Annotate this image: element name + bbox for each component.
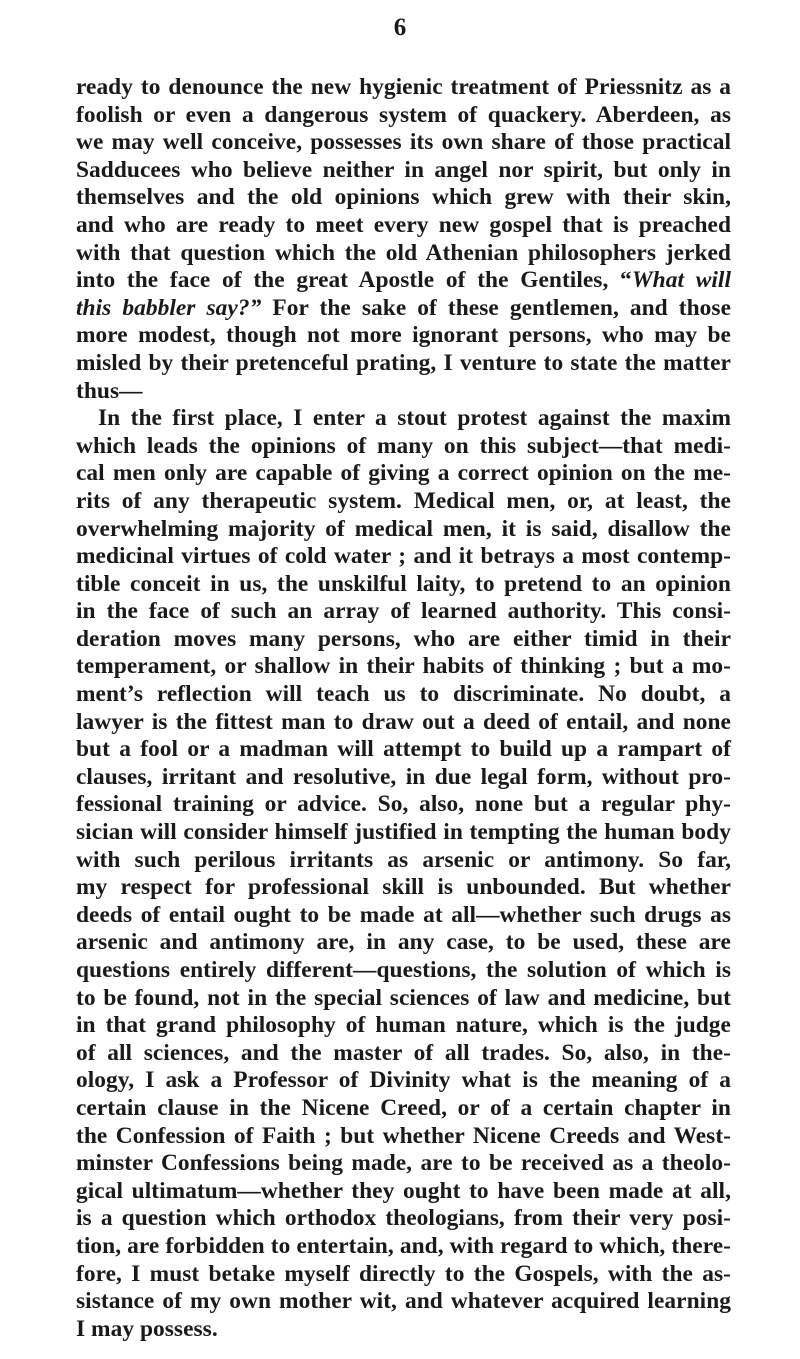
text-line: in the face of such an array of learned authority. This consi-: [76, 598, 731, 625]
text-line: arsenic and antimony are, in any case, to be used, these are: [76, 929, 731, 956]
text-line: more modest, though not more ignorant persons, who may be: [76, 322, 731, 349]
text-segment: into the face of the great Apostle of the Gentiles, “: [76, 267, 632, 294]
text-line: rits of any therapeutic system. Medical men, or, at least, the: [76, 487, 731, 514]
text-line: deeds of entail ought to be made at all—whether such drugs as: [76, 901, 731, 928]
text-line: fessional training or advice. So, also, none but a regular phy-: [76, 791, 731, 818]
text-line: tible conceit in us, the unskilful laity, to pretend to an opinion: [76, 570, 731, 597]
text-line: the Confession of Faith ; but whether Nicene Creeds and West-: [76, 1122, 731, 1149]
text-line: [76, 267, 731, 295]
text-line: with that question which the old Athenian philosophers jerked: [76, 239, 731, 266]
text-line: we may well conceive, possesses its own share of those practical: [76, 129, 731, 156]
text-line: foolish or even a dangerous system of quackery. Aberdeen, as: [76, 101, 731, 128]
text-line: which leads the opinions of many on this subject—that medi-: [76, 432, 731, 459]
paragraph-2: [76, 405, 731, 1343]
text-line: is a question which orthodox theologians, from their very posi-: [76, 1205, 731, 1232]
text-line: lawyer is the fittest man to draw out a deed of entail, and none: [76, 708, 731, 735]
italic-quote: this babbler say?”: [76, 294, 262, 321]
text-line: sistance of my own mother wit, and whatever acquired learning: [76, 1288, 731, 1315]
text-line: to be found, not in the special sciences of law and medicine, but: [76, 984, 731, 1011]
text-line: [76, 295, 731, 323]
text-line: gical ultimatum—whether they ought to have been made at all,: [76, 1177, 731, 1204]
text-line: ment’s reflection will teach us to discriminate. No doubt, a: [76, 681, 731, 708]
paragraph-1: [76, 74, 731, 405]
page-number: 6: [393, 14, 407, 41]
text-line: with such perilous irritants as arsenic or antimony. So far,: [76, 846, 731, 873]
text-line: minster Confessions being made, are to be received as a theolo-: [76, 1150, 731, 1177]
text-line: and who are ready to meet every new gospel that is preached: [76, 211, 731, 238]
text-line: ready to denounce the new hygienic treatment of Priessnitz as a: [76, 74, 731, 100]
text-line: temperament, or shallow in their habits of thinking ; but a mo-: [76, 653, 731, 680]
text-line: my respect for professional skill is unbounded. But whether: [76, 874, 731, 901]
text-line: ology, I ask a Professor of Divinity what is the meaning of a: [76, 1067, 731, 1094]
text-line: certain clause in the Nicene Creed, or of a certain chapter in: [76, 1094, 731, 1121]
text-segment: For the sake of these gentlemen, and those: [261, 294, 732, 321]
text-line: thus—: [76, 377, 143, 404]
text-line: but a fool or a madman will attempt to build up a rampart of: [76, 736, 731, 763]
text-line: fore, I must betake myself directly to the Gospels, with the as-: [76, 1260, 731, 1287]
text-line: I may possess.: [76, 1315, 218, 1342]
text-line: tion, are forbidden to entertain, and, with regard to which, there-: [76, 1232, 731, 1259]
text-line: clauses, irritant and resolutive, in due legal form, without pro-: [76, 763, 731, 790]
text-line: misled by their pretenceful prating, I venture to state the matter: [76, 349, 731, 376]
italic-quote: What will: [631, 267, 732, 294]
text-line: questions entirely different—questions, the solution of which is: [76, 957, 731, 983]
text-line: in that grand philosophy of human nature, which is the judge: [76, 1012, 731, 1039]
text-line: cal men only are capable of giving a correct opinion on the me-: [76, 460, 731, 487]
text-line: sician will consider himself justified in tempting the human body: [76, 819, 731, 846]
text-line: Sadducees who believe neither in angel nor spirit, but only in: [76, 156, 731, 183]
body-text: [76, 74, 731, 1343]
text-line: deration moves many persons, who are either timid in their: [76, 625, 731, 652]
text-line: In the first place, I enter a stout protest against the maxim: [98, 405, 731, 432]
text-line: medicinal virtues of cold water ; and it betrays a most contemp-: [76, 543, 731, 570]
text-line: overwhelming majority of medical men, it is said, disallow the: [76, 515, 731, 542]
text-line: themselves and the old opinions which grew with their skin,: [76, 184, 731, 211]
text-line: of all sciences, and the master of all trades. So, also, in the-: [76, 1039, 731, 1066]
